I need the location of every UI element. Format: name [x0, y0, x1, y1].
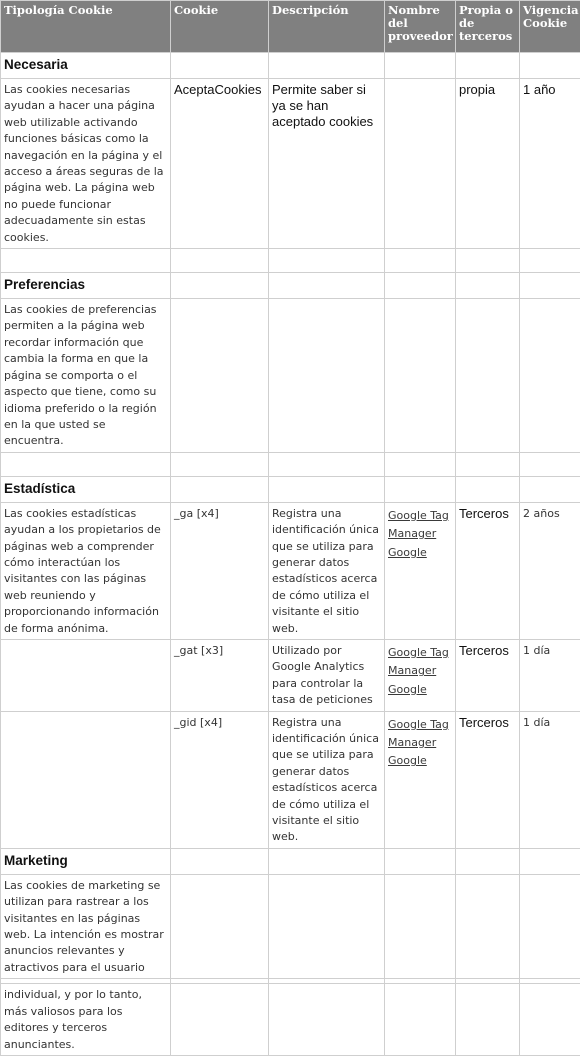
header-vigencia: Vigencia Cookie: [520, 1, 580, 53]
cookie-expiry: 1 día: [520, 639, 580, 711]
header-descripcion: Descripción: [269, 1, 385, 53]
cookie-provider-link[interactable]: Google Tag Manager Google: [388, 509, 449, 559]
cookie-party: Terceros: [456, 502, 520, 639]
cookie-party: Terceros: [456, 639, 520, 711]
table-row: [1, 502, 580, 639]
header-cookie: Cookie: [171, 1, 269, 53]
cookie-provider: [385, 79, 456, 249]
section-title-estadistica: Estadística: [4, 481, 75, 496]
cookie-expiry: 1 día: [520, 711, 580, 848]
spacer-row: [1, 452, 580, 476]
table-row: [1, 639, 580, 711]
category-description: Las cookies de preferencias permiten a la página web recordar información que cambia la forma en que la página se comporta o el aspecto que tiene, como su idioma preferido o la región en la que usted se encuentra.: [1, 299, 171, 453]
cookie-expiry: 1 año: [520, 79, 580, 249]
cookie-provider-link[interactable]: Google Tag Manager Google: [388, 718, 449, 768]
cookie-name: _gid [x4]: [171, 711, 269, 848]
section-title-necesaria: Necesaria: [4, 57, 68, 72]
section-title-marketing: Marketing: [4, 853, 68, 868]
category-description: Las cookies estadísticas ayudan a los propietarios de páginas web a comprender cómo interactúan los visitantes con las páginas web reuniendo y proporcionando información de forma anónima.: [1, 502, 171, 639]
table-row: [1, 874, 580, 978]
cookie-description: Registra una identificación única que se utiliza para generar datos estadísticos acerca de cómo utiliza el visitante el sitio web.: [269, 502, 385, 639]
cookie-party: Terceros: [456, 711, 520, 848]
cookie-name: AceptaCookies: [171, 79, 269, 249]
header-tipologia: Tipología Cookie: [1, 1, 171, 53]
category-description: Las cookies de marketing se utilizan para rastrear a los visitantes en las páginas web. La intención es mostrar anuncios relevantes y atractivos para el usuario: [1, 874, 171, 978]
section-row-marketing: [1, 848, 580, 874]
cookie-description: Registra una identificación única que se utiliza para generar datos estadísticos acerca de cómo utiliza el visitante el sitio web.: [269, 711, 385, 848]
table-row: [1, 711, 580, 848]
header-proveedor: Nombre del proveedor: [385, 1, 456, 53]
category-description-continued: individual, y por lo tanto, más valiosos para los editores y terceros anunciantes.: [1, 984, 171, 1056]
cookie-provider-link[interactable]: Google Tag Manager Google: [388, 646, 449, 696]
section-row-preferencias: [1, 273, 580, 299]
category-description: Las cookies necesarias ayudan a hacer una página web utilizable activando funciones básicas como la navegación en la página y el acceso a áreas seguras de la página web. La página web no puede funcionar adecuadamente sin estas cookies.: [1, 79, 171, 249]
spacer-row: [1, 249, 580, 273]
table-row: [1, 79, 580, 249]
cookie-expiry: 2 años: [520, 502, 580, 639]
cookie-description: Utilizado por Google Analytics para controlar la tasa de peticiones: [269, 639, 385, 711]
cookie-name: _ga [x4]: [171, 502, 269, 639]
cookie-description: Permite saber si ya se han aceptado cookies: [269, 79, 385, 249]
table-row: [1, 299, 580, 453]
table-row: [1, 984, 580, 1056]
cookie-name: _gat [x3]: [171, 639, 269, 711]
header-propia: Propia o de terceros: [456, 1, 520, 53]
cookie-party: propia: [456, 79, 520, 249]
table-header-row: [1, 1, 580, 53]
section-title-preferencias: Preferencias: [4, 277, 85, 292]
section-row-estadistica: [1, 476, 580, 502]
section-row-necesaria: [1, 53, 580, 79]
